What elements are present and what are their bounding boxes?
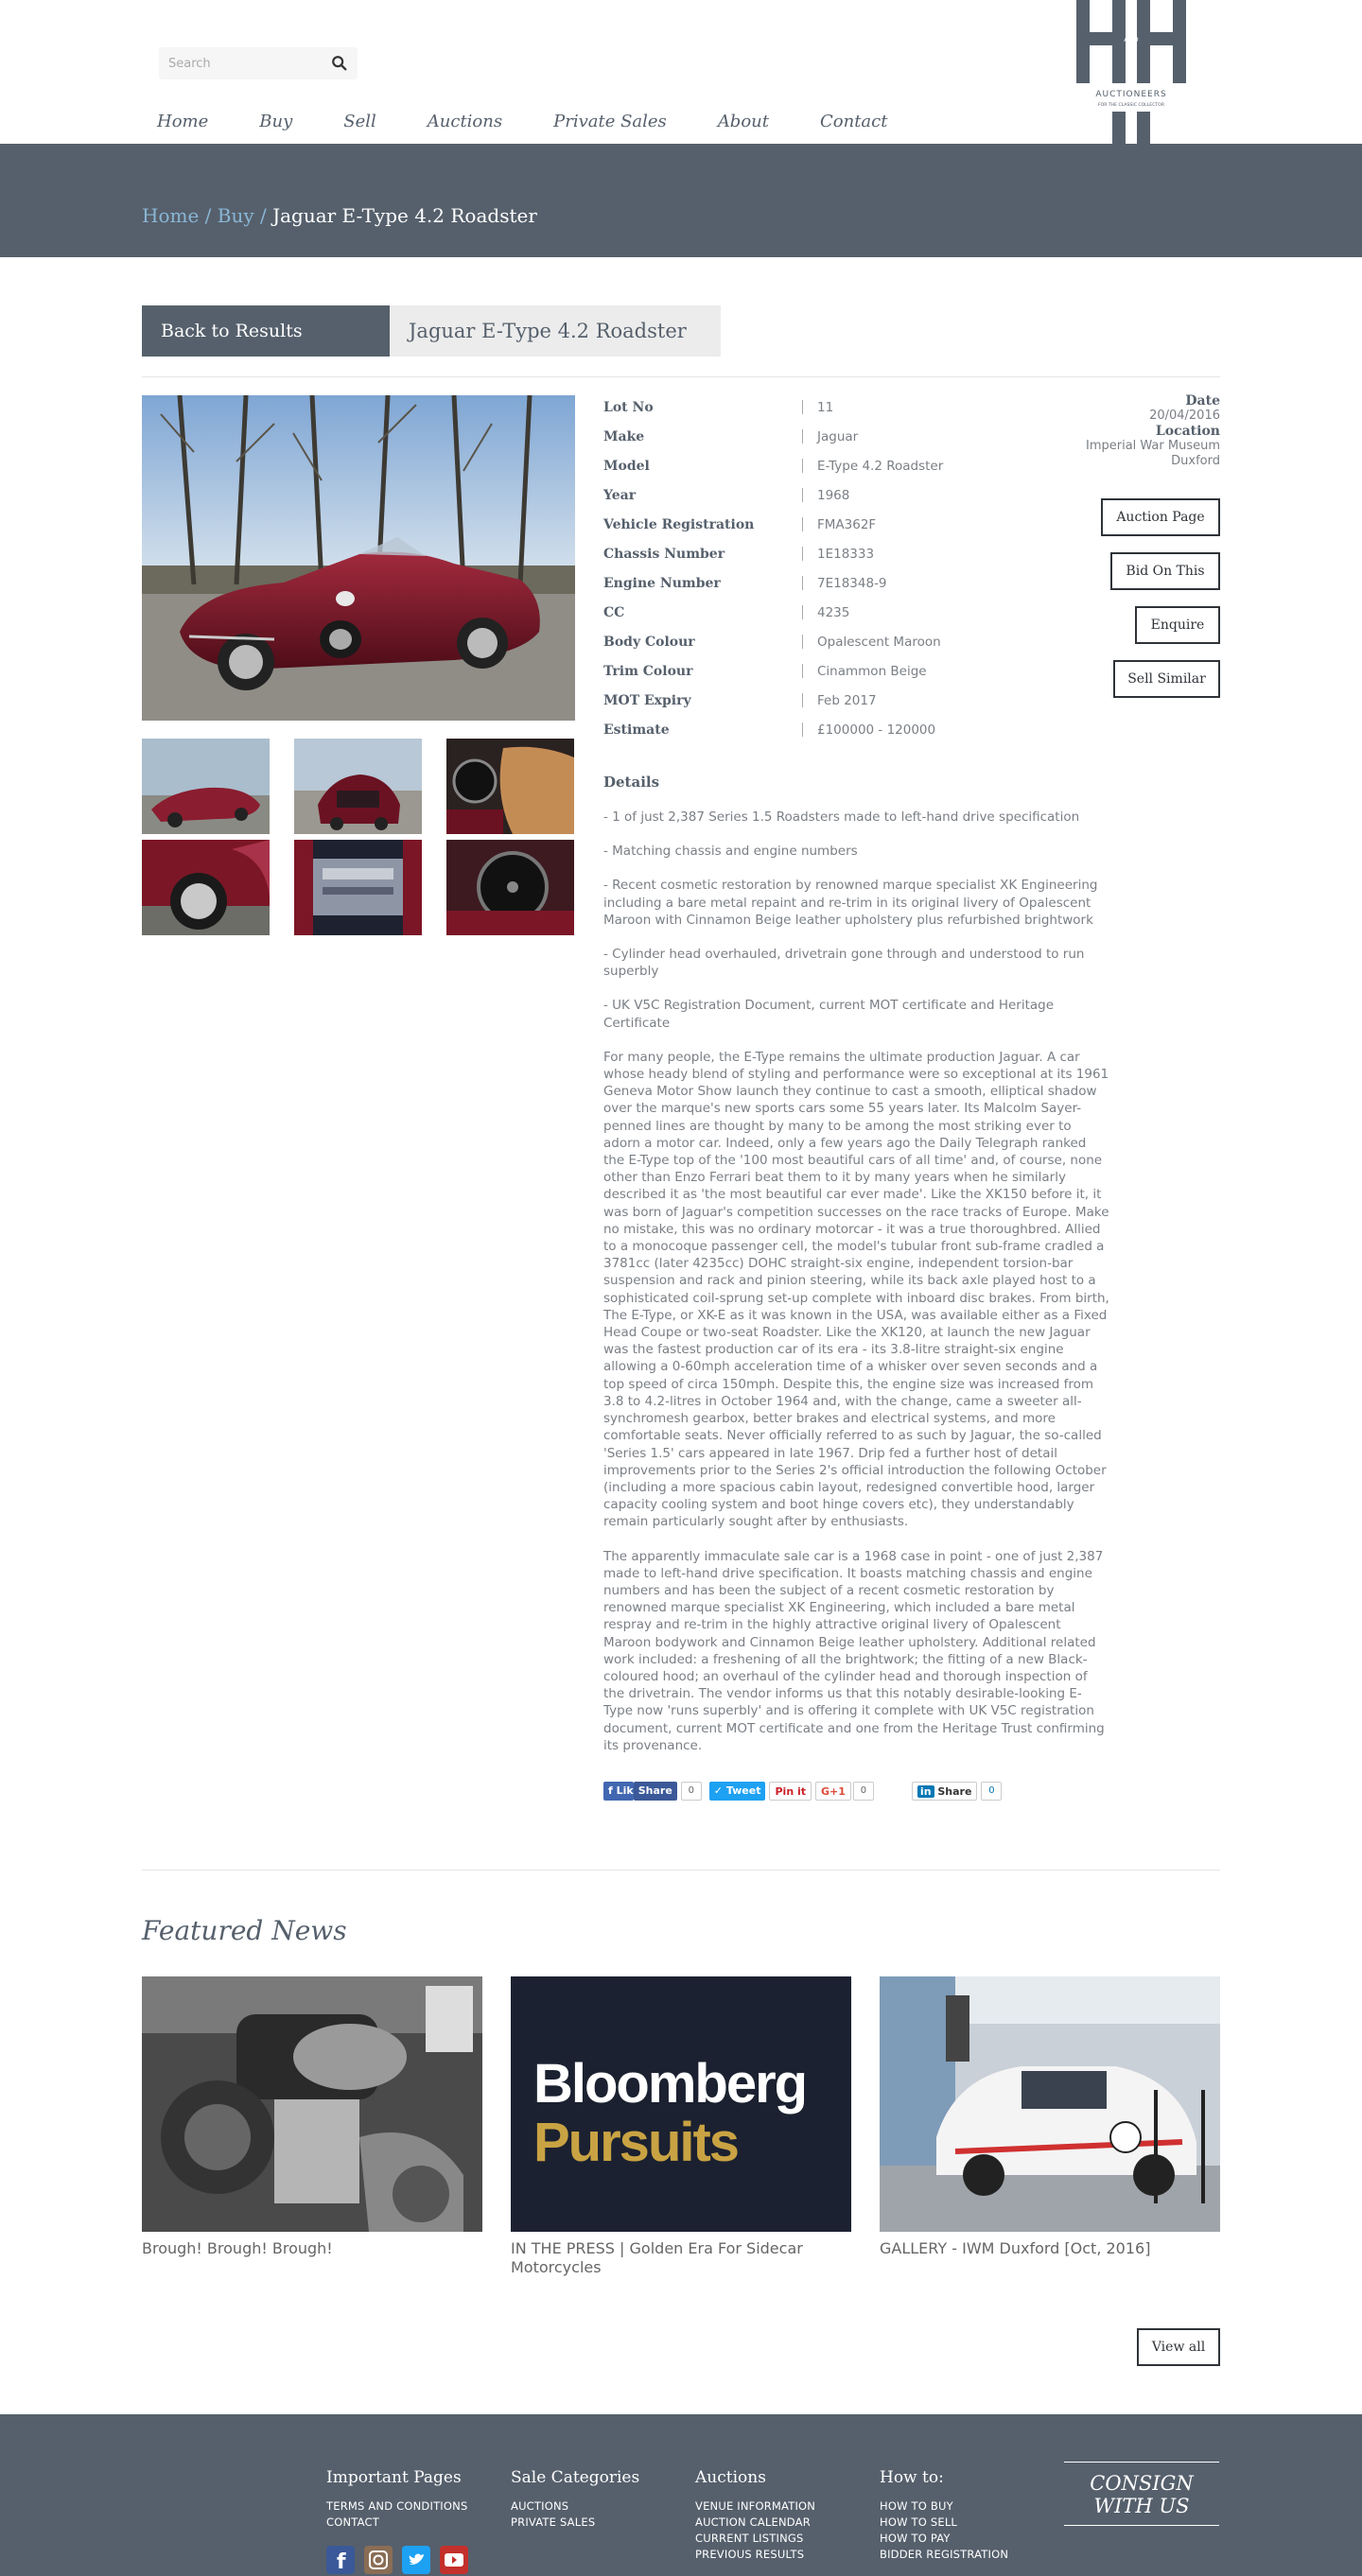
logo-and: AND <box>1124 36 1139 44</box>
footer-link[interactable]: TERMS AND CONDITIONS <box>326 2499 468 2513</box>
facebook-share-button[interactable]: Share <box>634 1782 677 1801</box>
spec-row <box>603 598 1001 627</box>
spec-value: £100000 - 120000 <box>817 722 936 738</box>
divider <box>142 1870 1220 1871</box>
bloomberg-logo-line2: Pursuits <box>533 2112 739 2173</box>
spec-value: Jaguar <box>817 428 859 444</box>
twitter-icon: ✓ <box>713 1784 726 1797</box>
gallery-thumb[interactable] <box>142 739 270 834</box>
spec-label: Engine Number <box>603 575 721 591</box>
date-value: 20/04/2016 <box>1149 409 1220 423</box>
consign-line2: WITH US <box>1093 2495 1190 2517</box>
page-title: Jaguar E-Type 4.2 Roadster <box>390 305 721 357</box>
details-paragraph: - UK V5C Registration Document, current MOT certificate and Heritage Certificate <box>603 998 1055 1031</box>
main-car-photo[interactable] <box>142 395 575 721</box>
spec-label: Make <box>603 428 645 444</box>
auction-page-button[interactable]: Auction Page <box>1101 498 1220 536</box>
footer-link[interactable]: CONTACT <box>326 2515 379 2529</box>
nav-sell[interactable]: Sell <box>343 112 376 131</box>
news-image[interactable] <box>511 1976 851 2232</box>
spec-row <box>603 686 1001 715</box>
twitter-icon[interactable] <box>402 2546 430 2574</box>
footer-link[interactable]: BIDDER REGISTRATION <box>880 2548 1009 2561</box>
location-label: Location <box>1155 424 1220 439</box>
gallery-thumb[interactable] <box>446 840 574 935</box>
news-caption[interactable]: Brough! Brough! Brough! <box>142 2239 333 2257</box>
spec-row <box>603 539 1001 568</box>
spec-value: FMA362F <box>817 516 877 532</box>
facebook-like-button[interactable]: f Lik <box>603 1782 634 1801</box>
news-image[interactable] <box>142 1976 482 2232</box>
footer-heading: Auctions <box>695 2468 766 2487</box>
date-label: Date <box>1185 393 1220 409</box>
spec-label: Year <box>603 487 637 503</box>
share-bar <box>603 1782 1009 1801</box>
consign-with-us-button[interactable] <box>1064 2462 1219 2526</box>
spec-value: 11 <box>817 399 834 415</box>
spec-value: 7E18348-9 <box>817 575 887 591</box>
footer-column <box>695 2468 815 2563</box>
divider <box>142 376 1220 377</box>
footer-column <box>511 2468 639 2531</box>
nav-home[interactable]: Home <box>157 112 209 131</box>
logo-tagline: FOR THE CLASSIC COLLECTOR <box>1097 103 1165 108</box>
details-paragraph: The apparently immaculate sale car is a 1968 case in point - one of just 2,387 made to left-hand drive specification. It boasts matching chassis and engine numbers and has been the subject of a recent cosmetic restoration by renowned marque specialist XK Engineering, which included a bare metal respray and re-trim in the highly attractive original livery of Opalescent Maroon bodywork and Cinnamon Beige leather upholstery. Additional related work included: a freshening of all the brightwork; the fitting of a new Black-coloured hood; an overhaul of the cylinder head and thorough inspection of the drivetrain. The vendor informs us that this notably desirable-looking E-Type now 'runs superbly' and is offering it complete with UK V5C registration document, current MOT certificate and one from the Heritage Trust confirming its provenance. <box>603 1548 1105 1753</box>
auction-meta <box>1031 393 1220 469</box>
details-paragraph: - Cylinder head overhauled, drivetrain gone through and understood to run superbly <box>603 947 1085 980</box>
news-card[interactable] <box>142 1976 482 2258</box>
footer-link[interactable]: CURRENT LISTINGS <box>695 2532 804 2545</box>
sell-similar-button[interactable]: Sell Similar <box>1113 660 1220 698</box>
breadcrumb-home[interactable]: Home <box>142 204 200 227</box>
details-paragraph: For many people, the E-Type remains the ultimate production Jaguar. A car whose heady blend of styling and performance were so exceptional at its 1961 Geneva Motor Show launch they continue to cast a smooth, elliptical shadow over the marque's new sports cars some 55 years later. Its Malcolm Sayer-penned lines are thought by many to be among the most striking ever to adorn a motor car. Indeed, only a few years ago the Daily Telegraph ranked the E-Type top of the '100 most beautiful cars of all time' and, of course, none other than Enzo Ferrari beat them to it by many years when he similarly described it as 'the most beautiful car ever made'. Like the XK150 before it, it was born of Jaguar's competition successes on the race tracks of Europe. Make no mistake, this was no ordinary motorcar - it was a true thoroughbred. Allied to a monocoque passenger cell, the model's tubular front sub-frame cradled a 3781cc (later 4235cc) DOHC straight-six engine, independent torsion-bar suspension and rack and pinion steering, while its back axle played host to a sophisticated coil-sprung set-up complete with inboard disc brakes. From birth, The E-Type, or XK-E as it was known in the USA, was available either as a Fixed Head Coupe or two-seat Roadster. Like the XK120, at launch the new Jaguar was the fastest production car of its era - its 3.8-litre straight-six engine allowing a 0-60mph acceleration time of a whisker over seven seconds and a top speed of circa 150mph. Despite this, the engine size was increased from 3.8 to 4.2-litres in October 1964 and, with the change, came a sweeter all-synchromesh gearbox, better brakes and electrical systems, and more comfortable seats. Never officially referred to as such by Jaguar, the so-called 'Series 1.5' cars appeared in late 1967. Drip fed a further host of detail improvements prior to the Series 2's official introduction the following October (including a more spacious cabin layout, redesigned convertible hood, larger capacity cooling system and boot hinge covers etc), they understandably remain particularly sought after by enthusiasts. <box>603 1049 1109 1530</box>
site-header <box>0 0 1362 144</box>
breadcrumb-sep: / <box>253 204 273 227</box>
linkedin-icon: in <box>917 1785 934 1798</box>
details-paragraph: - Matching chassis and engine numbers <box>603 844 858 860</box>
footer-link[interactable]: HOW TO BUY <box>880 2499 953 2513</box>
vehicle-specs <box>603 392 1001 744</box>
footer-link[interactable]: VENUE INFORMATION <box>695 2499 816 2513</box>
details-text <box>603 809 1109 1771</box>
spec-value: Opalescent Maroon <box>817 634 941 650</box>
footer-heading: Important Pages <box>326 2468 462 2487</box>
gallery-thumb[interactable] <box>294 840 422 935</box>
spec-label: Estimate <box>603 722 670 738</box>
facebook-icon[interactable] <box>326 2546 355 2574</box>
spec-label: Lot No <box>603 399 654 415</box>
news-card[interactable] <box>511 1976 851 2277</box>
gallery-thumb[interactable] <box>294 739 422 834</box>
news-caption[interactable]: GALLERY - IWM Duxford [Oct, 2016] <box>880 2239 1151 2257</box>
featured-news-title: Featured News <box>142 1915 347 1946</box>
details-paragraph: - 1 of just 2,387 Series 1.5 Roadsters made to left-hand drive specification <box>603 809 1080 825</box>
youtube-icon[interactable] <box>440 2546 468 2574</box>
nav-about[interactable]: About <box>717 112 769 131</box>
breadcrumb-banner <box>0 144 1362 257</box>
hh-logo[interactable] <box>1074 0 1188 144</box>
breadcrumb-current: Jaguar E-Type 4.2 Roadster <box>272 204 537 227</box>
spec-row <box>603 656 1001 686</box>
spec-row <box>603 715 1001 744</box>
search-box <box>159 47 358 79</box>
location-value: Imperial War Museum <box>1085 439 1220 453</box>
facebook-icon: f <box>608 1784 617 1797</box>
spec-row <box>603 392 1001 422</box>
spec-value: 4235 <box>817 604 850 620</box>
footer-link[interactable]: PRIVATE SALES <box>511 2515 596 2529</box>
view-all-button[interactable]: View all <box>1137 2328 1220 2366</box>
pinterest-button[interactable]: Pin it <box>769 1782 812 1801</box>
spec-label: Body Colour <box>603 634 695 650</box>
footer-link[interactable]: PREVIOUS RESULTS <box>695 2548 805 2561</box>
footer-link[interactable]: AUCTIONS <box>511 2499 569 2513</box>
spec-label: MOT Expiry <box>603 692 691 708</box>
search-icon[interactable] <box>331 55 348 72</box>
location-value: Duxford <box>1171 454 1220 468</box>
tweet-button[interactable]: ✓ Tweet <box>709 1782 766 1801</box>
social-links <box>326 2546 478 2574</box>
spec-value: E-Type 4.2 Roadster <box>817 458 944 474</box>
spec-row <box>603 451 1001 480</box>
back-to-results-button[interactable]: Back to Results <box>142 305 390 357</box>
nav-buy[interactable]: Buy <box>259 112 293 131</box>
spec-value: Feb 2017 <box>817 692 877 708</box>
linkedin-share-button[interactable]: in Share <box>912 1782 978 1801</box>
bloomberg-logo-line1: Bloomberg <box>533 2053 807 2115</box>
spec-value: 1968 <box>817 487 850 503</box>
spec-value: 1E18333 <box>817 546 875 562</box>
main-nav <box>157 112 938 131</box>
logo-name: AUCTIONEERS <box>1095 90 1167 99</box>
footer-link[interactable]: AUCTION CALENDAR <box>695 2515 811 2529</box>
footer-link[interactable]: HOW TO SELL <box>880 2515 958 2529</box>
linkedin-count: 0 <box>981 1782 1002 1801</box>
nav-auctions[interactable]: Auctions <box>427 112 503 131</box>
spec-row <box>603 627 1001 656</box>
spec-row <box>603 568 1001 598</box>
svg-text:f: f <box>337 2550 346 2574</box>
breadcrumb-buy[interactable]: Buy <box>217 204 254 227</box>
footer-column <box>326 2468 467 2531</box>
footer-heading: Sale Categories <box>511 2468 640 2487</box>
news-image[interactable] <box>880 1976 1220 2232</box>
details-paragraph: - Recent cosmetic restoration by renowned marque specialist XK Engineering including a bare metal repaint and re-trim in its original livery of Opalescent Maroon with Cinnamon Beige leather upholstery plus refurbished brightwork <box>603 878 1098 928</box>
spec-row <box>603 480 1001 510</box>
breadcrumb <box>142 204 537 227</box>
spec-row <box>603 422 1001 451</box>
spec-label: Vehicle Registration <box>603 516 755 532</box>
nav-contact[interactable]: Contact <box>820 112 888 131</box>
spec-label: Chassis Number <box>603 546 725 562</box>
consign-line1: CONSIGN <box>1090 2472 1194 2495</box>
bid-button[interactable]: Bid On This <box>1110 552 1220 590</box>
spec-row <box>603 510 1001 539</box>
news-caption[interactable]: IN THE PRESS | Golden Era For Sidecar Motorcycles <box>511 2239 803 2276</box>
search-input[interactable] <box>168 55 320 72</box>
gallery-thumb[interactable] <box>446 739 574 834</box>
news-card[interactable] <box>880 1976 1220 2258</box>
gallery-thumb[interactable] <box>142 840 270 935</box>
breadcrumb-sep: / <box>199 204 218 227</box>
footer-column <box>880 2468 1008 2563</box>
facebook-count: 0 <box>681 1782 702 1801</box>
footer-link[interactable]: HOW TO PAY <box>880 2532 951 2545</box>
spec-value: Cinammon Beige <box>817 663 927 679</box>
footer-heading: How to: <box>880 2468 944 2487</box>
spec-label: Trim Colour <box>603 663 693 679</box>
enquire-button[interactable]: Enquire <box>1135 606 1220 644</box>
details-title: Details <box>603 774 660 791</box>
nav-private-sales[interactable]: Private Sales <box>553 112 667 131</box>
gplus-count: 0 <box>853 1782 874 1801</box>
instagram-icon[interactable] <box>364 2546 393 2574</box>
spec-label: CC <box>603 604 625 620</box>
spec-label: Model <box>603 458 650 474</box>
gplus-button[interactable]: G+1 <box>815 1782 851 1801</box>
